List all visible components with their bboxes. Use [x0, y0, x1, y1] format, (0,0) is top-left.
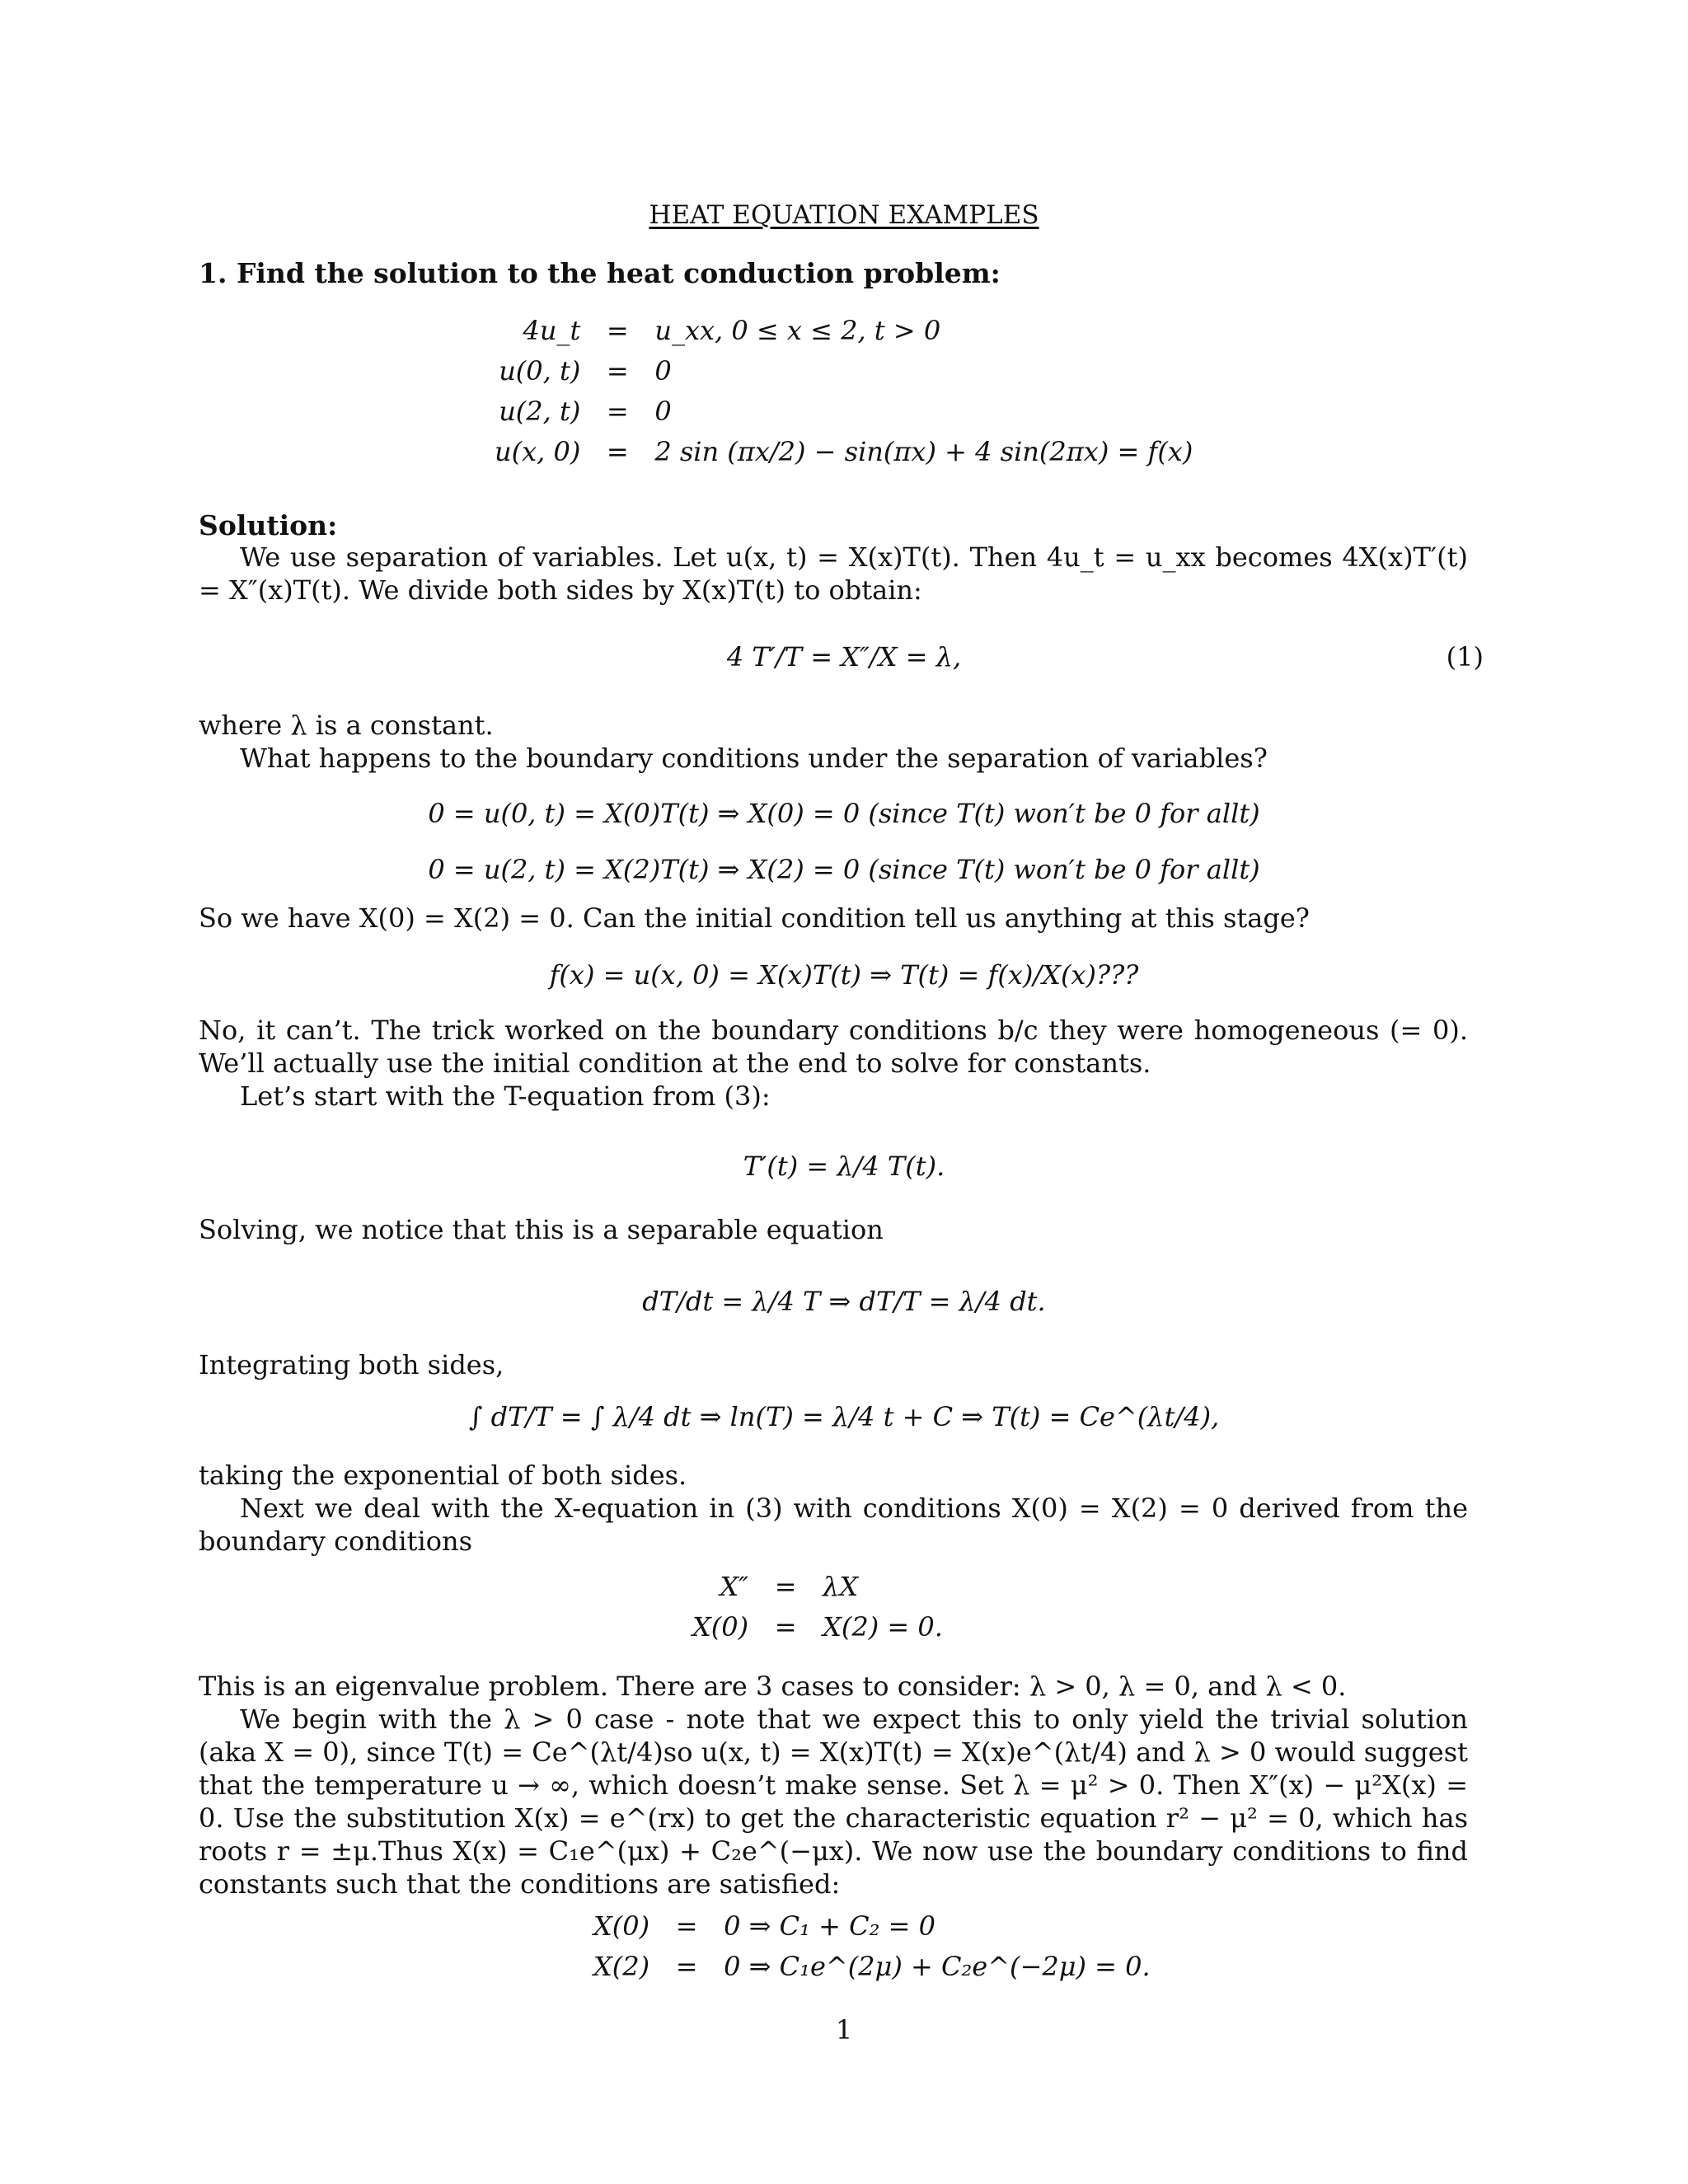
equation-number: (1)	[1446, 641, 1484, 673]
problem-statement: 1. Find the solution to the heat conduction problem:	[199, 257, 1001, 289]
equation-separation: 4 T′/T = X″/X = λ,	[726, 641, 962, 673]
equation-boundary-2: 0 = u(2, t) = X(2)T(t) ⇒ X(2) = 0 (since T(t) won′t be 0 for allt)	[428, 854, 1260, 885]
system-row: u(0, t) = 0	[499, 354, 672, 387]
constants-system	[593, 1905, 1151, 1986]
paragraph: Solving, we notice that this is a separable equation	[199, 1214, 884, 1245]
equation-initial-condition: f(x) = u(x, 0) = X(x)T(t) ⇒ T(t) = f(x)/X(x)???	[549, 959, 1139, 991]
system-row: u(2, t) = 0	[499, 395, 672, 427]
system-row: u(x, 0) = 2 sin (πx/2) − sin(πx) + 4 sin(2πx) = f(x)	[495, 435, 1193, 467]
solution-heading: Solution:	[199, 509, 338, 541]
x-equation-system	[692, 1566, 943, 1647]
paragraph: So we have X(0) = X(2) = 0. Can the initial condition tell us anything at this stage?	[199, 902, 1310, 934]
system-row: X(0) = 0 ⇒ C₁ + C₂ = 0	[593, 1910, 935, 1942]
equation-integration: ∫ dT/T = ∫ λ/4 dt ⇒ ln(T) = λ/4 t + C ⇒ T(t) = Ce^(λt/4),	[468, 1401, 1220, 1432]
system-row: X″ = λX	[720, 1570, 859, 1602]
paragraph: Let’s start with the T-equation from (3):	[240, 1080, 771, 1112]
page-title: HEAT EQUATION EXAMPLES	[649, 200, 1039, 230]
paragraph: No, it can’t. The trick worked on the boundary conditions b/c they were homogeneous (= 0). We’ll actually use the initial condition at the end to solve for constants.	[199, 1015, 1468, 1079]
paragraph: We use separation of variables. Let u(x, t) = X(x)T(t). Then 4u_t = u_xx becomes 4X(x)T′(t) = X″(x)T(t). We divide both sides by X(x)T(t) to obtain:	[199, 541, 1468, 606]
system-row: X(2) = 0 ⇒ C₁e^(2μ) + C₂e^(−2μ) = 0.	[593, 1950, 1151, 1982]
paragraph: We begin with the λ > 0 case - note that we expect this to only yield the trivial solution (aka X = 0), since T(t) = Ce^(λt/4)so u(x, t) = X(x)T(t) = X(x)e^(λt/4) and λ > 0 would suggest that the temperature u → ∞, which doesn’t make sense. Set λ = μ² > 0. Then X″(x) − μ²X(x) = 0. Use the substitution X(x) = e^(rx) to get the characteristic equation r² − μ² = 0, which has roots r = ±μ.Thus X(x) = C₁e^(μx) + C₂e^(−μx). We now use the boundary conditions to find constants such that the conditions are satisfied:	[199, 1704, 1468, 1900]
system-row: 4u_t = u_xx, 0 ≤ x ≤ 2, t > 0	[523, 314, 941, 346]
equation-t-ode: T′(t) = λ/4 T(t).	[743, 1151, 945, 1182]
page-number: 1	[835, 2014, 853, 2046]
paragraph: What happens to the boundary conditions under the separation of variables?	[240, 743, 1268, 774]
paragraph: This is an eigenvalue problem. There are 3 cases to consider: λ > 0, λ = 0, and λ < 0.	[199, 1671, 1347, 1702]
paragraph: Next we deal with the X-equation in (3) with conditions X(0) = X(2) = 0 derived from the boundary conditions	[199, 1493, 1468, 1557]
equation-separable: dT/dt = λ/4 T ⇒ dT/T = λ/4 dt.	[642, 1286, 1046, 1317]
system-row: X(0) = X(2) = 0.	[692, 1610, 943, 1643]
paragraph: taking the exponential of both sides.	[199, 1460, 687, 1491]
paragraph: Integrating both sides,	[199, 1349, 504, 1380]
problem-system	[495, 310, 1193, 471]
equation-boundary-1: 0 = u(0, t) = X(0)T(t) ⇒ X(0) = 0 (since T(t) won′t be 0 for allt)	[428, 798, 1260, 829]
paragraph: where λ is a constant.	[199, 710, 494, 741]
